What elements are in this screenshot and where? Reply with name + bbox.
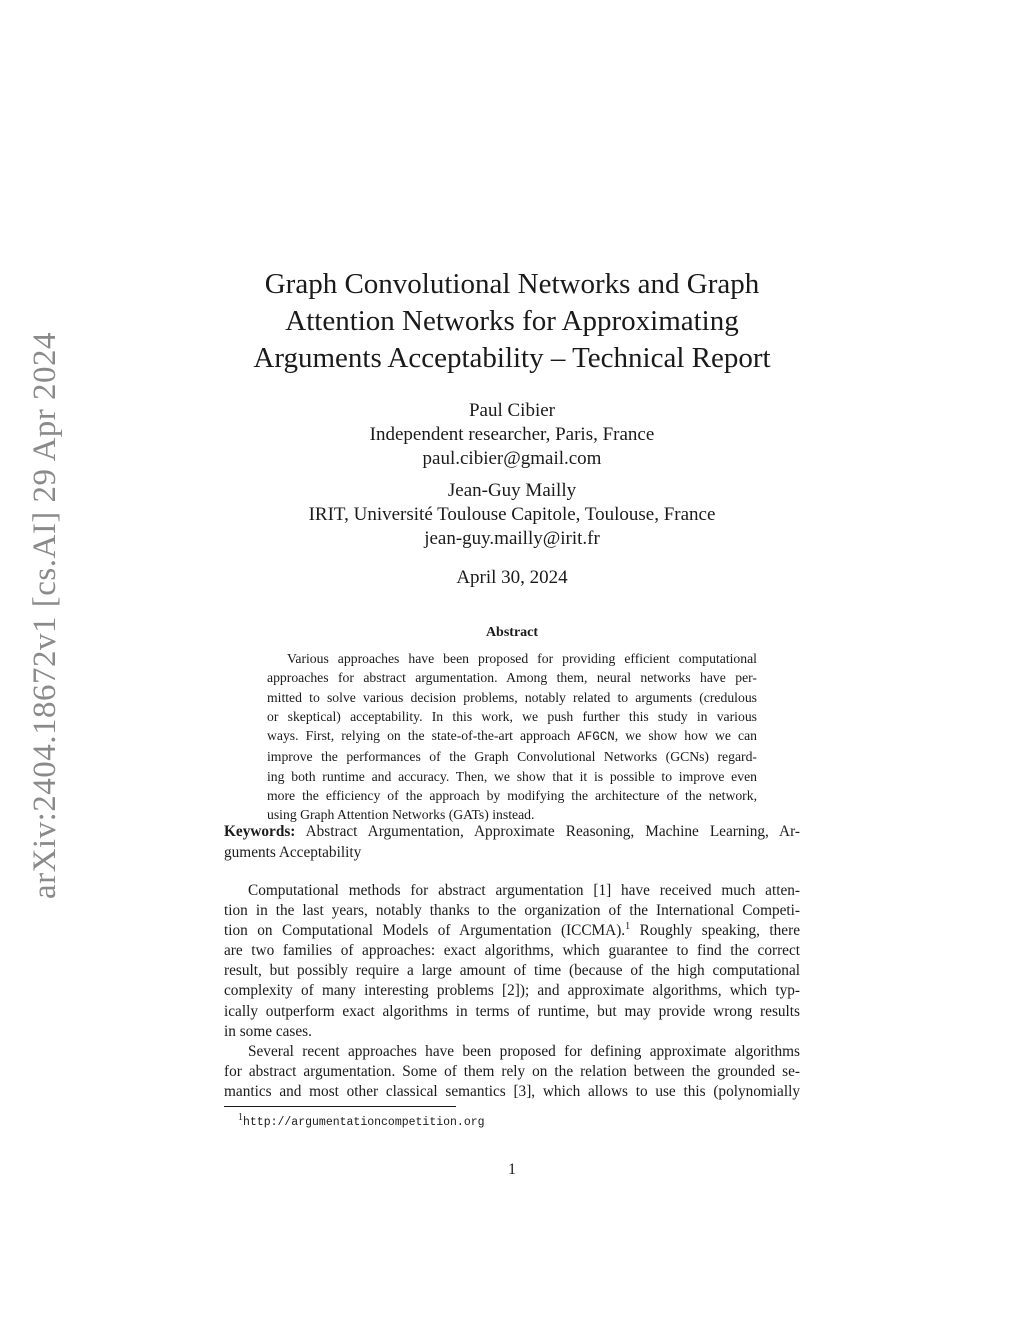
title-line: Graph Convolutional Networks and Graph [264,268,760,300]
body-line: result, but possibly require a large amount of time (because of the high computational [224,962,800,980]
afgcn-code: AFGCN [577,730,615,745]
footnote-url[interactable]: http://argumentationcompetition.org [243,1116,485,1129]
page-number: 1 [508,1161,516,1178]
body-line: tion in the last years, notably thanks to the organization of the International Competi- [224,902,800,920]
abstract-line: mitted to solve various decision problems, notably related to arguments (credulous [267,689,757,705]
body-line: Computational methods for abstract argumentation [1] have received much atten- [248,882,800,899]
keywords-line: guments Acceptability [224,843,362,861]
arxiv-sidebar [4,330,88,900]
body-line: in some cases. [224,1022,312,1040]
keywords-section [224,822,800,864]
footnote-divider [224,1106,456,1107]
body-line: are two families of approaches: exact algorithms, which guarantee to find the correct [224,942,800,960]
body-line: ically outperform exact algorithms in terms of runtime, but may provide wrong results [224,1002,800,1020]
author-block-2 [222,479,802,551]
abstract-line: more the efficiency of the approach by modifying the architecture of the network, [267,788,757,804]
footnote-marker: 1 [238,1112,243,1123]
body-text: Roughly speaking, there [630,922,800,940]
body-paragraph-2 [224,1042,800,1102]
body-text: tion on Computational Models of Argumentation (ICCMA). [224,922,626,940]
body-line: for abstract argumentation. Some of them rely on the relation between the grounded se- [224,1063,800,1081]
keywords-line [224,822,800,843]
abstract-text: , we show how we can [614,728,757,744]
abstract-line: using Graph Attention Networks (GATs) instead. [267,807,535,823]
footnote [238,1113,485,1131]
title-line: Attention Networks for Approximating [285,305,739,337]
keywords-label: Keywords: [224,823,296,840]
abstract-line: or skeptical) acceptability. In this work, we push further this study in various [267,708,757,724]
abstract-line [267,726,757,747]
author-name: Jean-Guy Mailly [447,480,577,501]
body-line [224,921,800,941]
author-email: paul.cibier@gmail.com [422,448,602,469]
footnote-ref: 1 [625,921,631,933]
abstract-line: improve the performances of the Graph Convolutional Networks (GCNs) regard- [267,749,757,765]
abstract-text: ways. First, relying on the state-of-the-art approach [267,728,578,744]
abstract-line: approaches for abstract argumentation. Among them, neural networks have per- [267,670,757,686]
body-line: complexity of many interesting problems [2]); and approximate algorithms, which typ- [224,982,800,1000]
body-paragraph-1 [224,881,800,1042]
keywords-text: Abstract Argumentation, Approximate Reasoning, Machine Learning, Ar- [305,823,800,840]
author-email: jean-guy.mailly@irit.fr [424,528,600,549]
author-name: Paul Cibier [468,400,556,421]
body-line: mantics and most other classical semantics [3], which allows to use this (polynomially [224,1083,800,1101]
body-line: Several recent approaches have been proposed for defining approximate algorithms [248,1043,800,1060]
arxiv-identifier: arXiv:2404.18672v1 [cs.AI] 29 Apr 2024 [27,331,64,899]
abstract-body [267,649,757,825]
author-block-1 [222,399,802,471]
paper-date: April 30, 2024 [456,567,568,588]
abstract-line: ing both runtime and accuracy. Then, we show that it is possible to improve even [267,768,757,784]
author-affiliation: IRIT, Université Toulouse Capitole, Toulouse, France [308,504,716,525]
abstract-heading: Abstract [485,625,539,640]
abstract-line: Various approaches have been proposed for providing efficient computational [287,651,757,666]
paper-title [222,266,802,377]
title-line: Arguments Acceptability – Technical Report [253,342,771,374]
author-affiliation: Independent researcher, Paris, France [369,424,655,445]
